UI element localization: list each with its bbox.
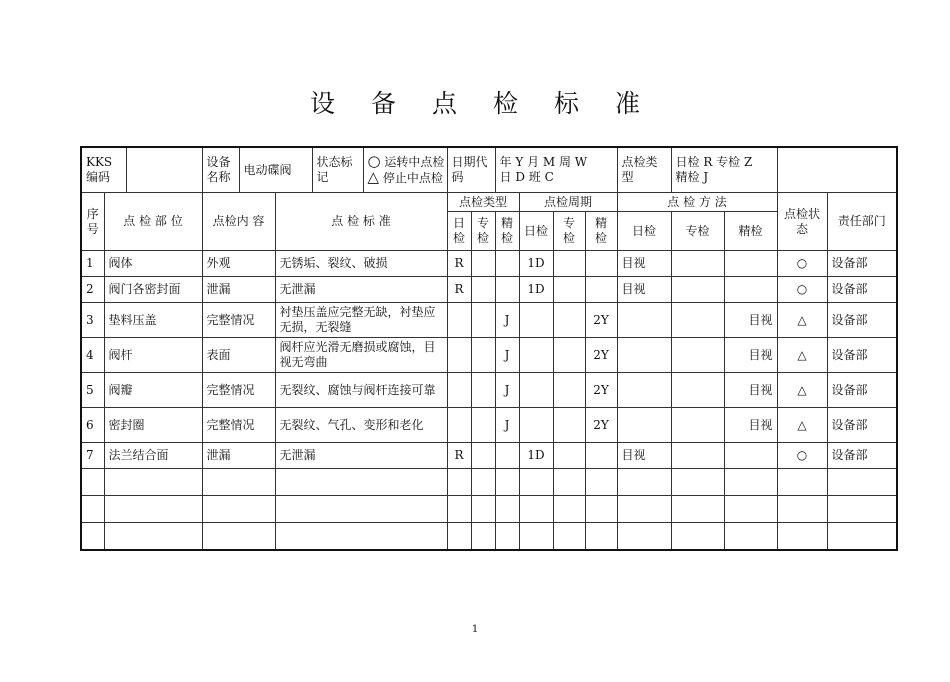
row-type-day	[447, 303, 471, 338]
row-cycle-special	[553, 373, 585, 408]
header-type-group: 点检类型	[447, 193, 519, 212]
row-seq: 7	[81, 443, 104, 469]
row-type-precise: J	[495, 338, 519, 373]
empty-cell	[275, 496, 447, 523]
empty-cell	[553, 496, 585, 523]
row-cycle-precise	[585, 443, 617, 469]
row-standard: 无泄漏	[275, 443, 447, 469]
header-method-group: 点 检 方 法	[617, 193, 777, 212]
header-type-day: 日检	[447, 212, 471, 251]
row-standard: 无裂纹、腐蚀与阀杆连接可靠	[275, 373, 447, 408]
row-part: 阀体	[104, 251, 202, 277]
row-standard: 无锈垢、裂纹、破损	[275, 251, 447, 277]
row-method-special	[671, 338, 724, 373]
empty-cell	[617, 496, 671, 523]
empty-cell	[104, 469, 202, 496]
empty-cell	[471, 496, 495, 523]
date-code-line1: 年 Y 月 M 周 W	[499, 155, 588, 169]
empty-cell	[724, 469, 777, 496]
info-row	[81, 147, 897, 193]
empty-cell	[553, 469, 585, 496]
empty-cell	[471, 469, 495, 496]
row-seq: 3	[81, 303, 104, 338]
row-method-precise: 目视	[724, 408, 777, 443]
row-method-day: 目视	[617, 443, 671, 469]
row-method-day	[617, 338, 671, 373]
table-row	[81, 443, 897, 469]
row-type-day	[447, 373, 471, 408]
empty-cell	[585, 523, 617, 551]
empty-cell	[275, 523, 447, 551]
row-part: 阀门各密封面	[104, 277, 202, 303]
row-cycle-day	[519, 408, 553, 443]
empty-cell	[447, 496, 471, 523]
type-line1: 日检 R 专检 Z	[675, 155, 753, 169]
row-seq: 4	[81, 338, 104, 373]
row-seq: 6	[81, 408, 104, 443]
kks-value	[127, 148, 202, 192]
row-type-day: R	[447, 277, 471, 303]
row-method-special	[671, 251, 724, 277]
header-type-special: 专检	[471, 212, 495, 251]
row-cycle-day	[519, 373, 553, 408]
row-content: 完整情况	[202, 408, 275, 443]
row-method-special	[671, 373, 724, 408]
row-method-day	[617, 303, 671, 338]
row-method-precise	[724, 277, 777, 303]
row-dept: 设备部	[827, 277, 897, 303]
row-part: 密封圈	[104, 408, 202, 443]
row-state-icon: △	[777, 338, 827, 373]
row-content: 泄漏	[202, 277, 275, 303]
row-type-day	[447, 408, 471, 443]
row-cycle-special	[553, 251, 585, 277]
date-code-label: 日期代码	[447, 147, 495, 193]
empty-cell	[202, 496, 275, 523]
header-cycle-group: 点检周期	[519, 193, 617, 212]
row-state-icon: △	[777, 303, 827, 338]
page-title: 设备点检标准	[309, 89, 676, 118]
row-cycle-precise: 2Y	[585, 338, 617, 373]
state-running-text: 运转中点检	[384, 155, 445, 169]
row-method-day	[617, 408, 671, 443]
row-standard: 无泄漏	[275, 277, 447, 303]
empty-cell	[519, 496, 553, 523]
row-part: 阀瓣	[104, 373, 202, 408]
row-method-precise	[724, 443, 777, 469]
row-method-special	[671, 408, 724, 443]
row-cycle-day: 1D	[519, 277, 553, 303]
row-cycle-special	[553, 338, 585, 373]
row-content: 泄漏	[202, 443, 275, 469]
empty-cell	[81, 469, 104, 496]
row-cycle-special	[553, 303, 585, 338]
header-type-precise: 精检	[495, 212, 519, 251]
empty-cell	[671, 469, 724, 496]
running-circle-icon: ○	[367, 152, 381, 170]
empty-cell	[777, 523, 827, 551]
empty-row	[81, 523, 897, 551]
row-type-precise: J	[495, 408, 519, 443]
row-type-special	[471, 277, 495, 303]
row-dept: 设备部	[827, 338, 897, 373]
row-content: 表面	[202, 338, 275, 373]
date-code-value	[495, 147, 617, 193]
table-row	[81, 408, 897, 443]
row-dept: 设备部	[827, 408, 897, 443]
stopped-triangle-icon: △	[367, 168, 380, 186]
row-standard: 无裂纹、气孔、变形和老化	[275, 408, 447, 443]
row-type-special	[471, 408, 495, 443]
table-row	[81, 338, 897, 373]
type-line2: 精检 J	[675, 170, 709, 184]
header-cycle-special: 专检	[553, 212, 585, 251]
row-dept: 设备部	[827, 251, 897, 277]
header-method-special: 专检	[671, 212, 724, 251]
row-content: 完整情况	[202, 373, 275, 408]
row-part: 法兰结合面	[104, 443, 202, 469]
empty-cell	[617, 469, 671, 496]
row-part: 垫料压盖	[104, 303, 202, 338]
row-state-icon: △	[777, 373, 827, 408]
header-part: 点 检 部 位	[104, 193, 202, 251]
row-method-precise: 目视	[724, 373, 777, 408]
header-method-precise: 精检	[724, 212, 777, 251]
row-method-precise	[724, 251, 777, 277]
row-cycle-precise: 2Y	[585, 373, 617, 408]
empty-row	[81, 469, 897, 496]
row-type-day: R	[447, 251, 471, 277]
row-standard: 衬垫压盖应完整无缺，衬垫应无损，无裂缝	[275, 303, 447, 338]
type-label: 点检类型	[617, 147, 671, 193]
empty-cell	[471, 523, 495, 551]
equip-name-value: 电动碟阀	[239, 148, 312, 192]
inspection-standard-table	[80, 146, 898, 551]
empty-cell	[104, 523, 202, 551]
row-dept: 设备部	[827, 443, 897, 469]
header-seq: 序号	[81, 193, 104, 251]
empty-cell	[617, 523, 671, 551]
date-code-line2: 日 D 班 C	[499, 170, 554, 184]
row-cycle-precise: 2Y	[585, 408, 617, 443]
row-type-precise: J	[495, 303, 519, 338]
row-cycle-day: 1D	[519, 443, 553, 469]
row-cycle-day: 1D	[519, 251, 553, 277]
row-type-precise	[495, 443, 519, 469]
empty-cell	[275, 469, 447, 496]
kks-label: KKS编码	[82, 148, 127, 192]
header-standard: 点 检 标 准	[275, 193, 447, 251]
row-part: 阀杆	[104, 338, 202, 373]
empty-cell	[827, 469, 897, 496]
empty-cell	[724, 523, 777, 551]
page-number: 1	[471, 624, 479, 635]
row-type-precise: J	[495, 373, 519, 408]
empty-cell	[81, 496, 104, 523]
row-method-special	[671, 443, 724, 469]
row-content: 外观	[202, 251, 275, 277]
row-method-precise: 目视	[724, 303, 777, 338]
row-cycle-special	[553, 443, 585, 469]
empty-cell	[724, 496, 777, 523]
empty-cell	[519, 523, 553, 551]
row-method-day: 目视	[617, 251, 671, 277]
row-standard: 阀杆应光滑无磨损或腐蚀，目视无弯曲	[275, 338, 447, 373]
equip-name-label: 设备名称	[203, 148, 240, 192]
empty-cell	[104, 496, 202, 523]
row-type-special	[471, 251, 495, 277]
row-state-icon: △	[777, 408, 827, 443]
table-row	[81, 277, 897, 303]
row-type-precise	[495, 277, 519, 303]
header-method-day: 日检	[617, 212, 671, 251]
header-dept: 责任部门	[827, 193, 897, 251]
empty-cell	[671, 523, 724, 551]
empty-cell	[495, 469, 519, 496]
state-legend	[363, 148, 447, 192]
row-method-precise: 目视	[724, 338, 777, 373]
empty-cell	[777, 469, 827, 496]
empty-cell	[553, 523, 585, 551]
row-cycle-precise: 2Y	[585, 303, 617, 338]
empty-cell	[202, 523, 275, 551]
row-type-special	[471, 373, 495, 408]
empty-cell	[827, 523, 897, 551]
empty-cell	[585, 496, 617, 523]
row-cycle-special	[553, 277, 585, 303]
empty-cell	[495, 523, 519, 551]
row-state-icon: ○	[777, 443, 827, 469]
row-type-special	[471, 338, 495, 373]
state-stopped-text: 停止中点检	[382, 171, 443, 185]
row-cycle-precise	[585, 277, 617, 303]
table-row	[81, 303, 897, 338]
empty-cell	[81, 523, 104, 551]
row-seq: 2	[81, 277, 104, 303]
empty-cell	[777, 496, 827, 523]
header-state: 点检状态	[777, 193, 827, 251]
table-row	[81, 373, 897, 408]
row-cycle-special	[553, 408, 585, 443]
row-type-special	[471, 303, 495, 338]
empty-row	[81, 496, 897, 523]
empty-cell	[495, 496, 519, 523]
table-row	[81, 251, 897, 277]
empty-cell	[671, 496, 724, 523]
empty-cell	[447, 469, 471, 496]
header-cycle-precise: 精检	[585, 212, 617, 251]
row-content: 完整情况	[202, 303, 275, 338]
header-cycle-day: 日检	[519, 212, 553, 251]
row-type-day	[447, 338, 471, 373]
row-method-special	[671, 303, 724, 338]
row-seq: 1	[81, 251, 104, 277]
row-type-special	[471, 443, 495, 469]
row-method-day	[617, 373, 671, 408]
row-cycle-day	[519, 338, 553, 373]
row-state-icon: ○	[777, 277, 827, 303]
row-method-day: 目视	[617, 277, 671, 303]
row-seq: 5	[81, 373, 104, 408]
row-cycle-precise	[585, 251, 617, 277]
row-dept: 设备部	[827, 373, 897, 408]
header-content: 点检内 容	[202, 193, 275, 251]
row-dept: 设备部	[827, 303, 897, 338]
row-state-icon: ○	[777, 251, 827, 277]
empty-cell	[585, 469, 617, 496]
empty-cell	[447, 523, 471, 551]
state-mark-label: 状态标记	[312, 148, 363, 192]
header-row-1	[81, 193, 897, 212]
row-type-day: R	[447, 443, 471, 469]
type-value	[671, 147, 777, 193]
empty-cell	[202, 469, 275, 496]
empty-cell	[519, 469, 553, 496]
row-method-special	[671, 277, 724, 303]
row-type-precise	[495, 251, 519, 277]
empty-cell	[827, 496, 897, 523]
row-cycle-day	[519, 303, 553, 338]
